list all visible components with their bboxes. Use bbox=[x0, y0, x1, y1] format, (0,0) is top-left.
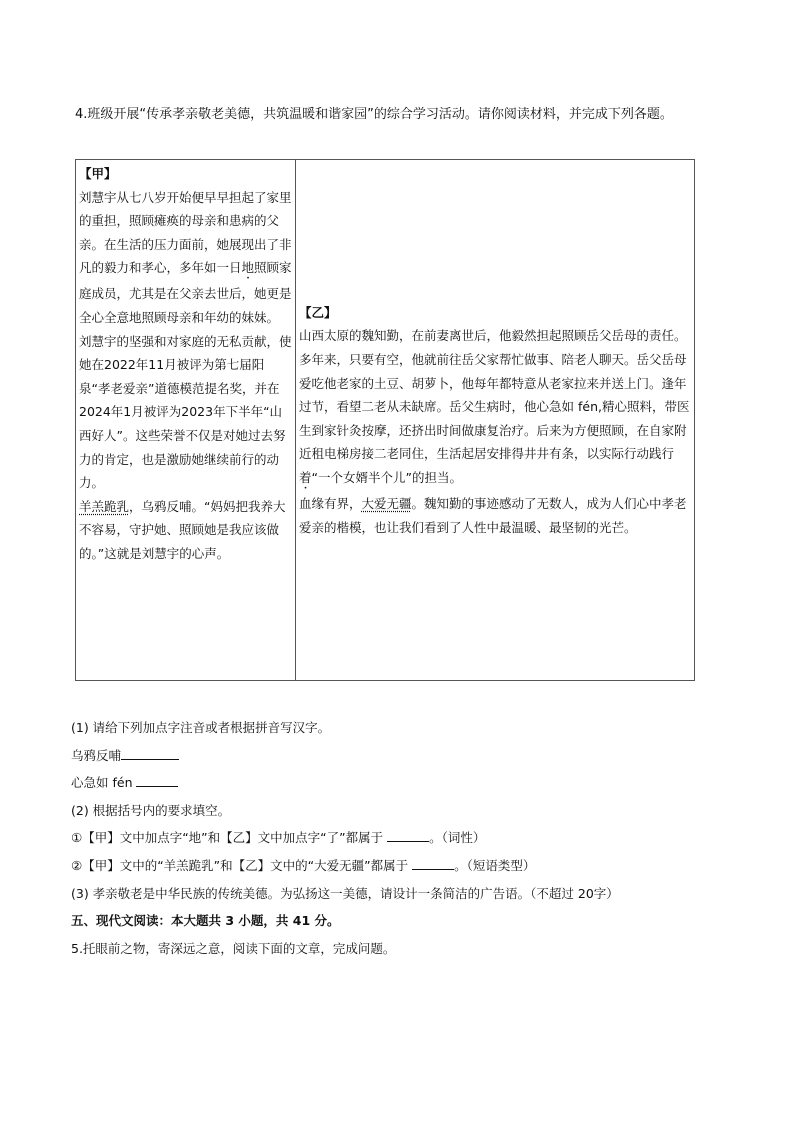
sub-question-1b bbox=[71, 769, 731, 797]
yi-tag-label: 【乙】 bbox=[299, 304, 337, 320]
jia-p3-rest: ，乌鸦反哺。“妈妈把我养大不容易，守护她、照顾她是我应该做的。”这就是刘慧宇的心声。 bbox=[79, 498, 286, 561]
answer-blank-2a[interactable] bbox=[387, 827, 429, 842]
sub2a-start: ①【甲】文中加点字“地”和【乙】文中加点字“了”都属于 bbox=[71, 830, 384, 846]
yi-p2-start: 血缘有界， bbox=[299, 495, 362, 511]
section-5-title: 五、现代文阅读：本大题共 3 小题，共 41 分。 bbox=[71, 913, 340, 929]
jia-dotted-char: 地 bbox=[241, 260, 255, 276]
yi-dotted-char: 着 bbox=[299, 469, 312, 485]
jia-tag-label: 【甲】 bbox=[79, 166, 117, 181]
answer-blank-1b[interactable] bbox=[136, 772, 178, 787]
material-jia-tag bbox=[79, 162, 292, 186]
material-jia-cell bbox=[76, 160, 296, 681]
sub1b-text: 心急如 fén bbox=[71, 775, 133, 791]
question-5-intro: 5.托眼前之物，寄深远之意，阅读下面的文章，完成问题。 bbox=[71, 940, 396, 956]
sub-question-1a bbox=[71, 742, 731, 770]
sub1a-text: 乌鸦反哺 bbox=[71, 747, 122, 763]
yi-p1-text: 山西太原的魏知勤，在前妻离世后，他毅然担起照顾岳父岳母的责任。多年来，只要有空，他就前往岳父家帮忙做事、陪老人聊天。岳父岳母爱吃他老家的土豆、胡萝卜，他每年都特意从老家拉来并送上门。逢年过节，看望二老从未缺席。岳父生病时，他心急如 fén,精心照料，带医生到家针灸按摩，还挤出时间做康复治疗。后来为方便照顾，在自家附近租电梯房接二老同住，生活起居安排得井井有条，以实际行动践行 bbox=[299, 328, 690, 462]
sub2b-end: 。（短语类型） bbox=[454, 857, 536, 873]
material-yi-paragraph-2 bbox=[299, 492, 691, 539]
jia-p1-rest: 照顾家庭成员，尤其是在父亲去世后，她更是全心全意地照顾母亲和年幼的妹妹。 bbox=[79, 260, 292, 325]
sub-question-1-prompt: (1) 请给下列加点字注音或者根据拼音写汉字。 bbox=[71, 720, 331, 735]
material-yi-tag bbox=[299, 301, 691, 325]
material-jia-paragraph-3 bbox=[79, 495, 292, 566]
jia-p1-text: 刘慧宇从七八岁开始便早早担起了家里的重担，照顾瘫痪的母亲和患病的父亲。在生活的压力面前，她展现出了非凡的毅力和孝心，多年如一日 bbox=[79, 189, 292, 276]
material-jia-paragraph-2: 刘慧宇的坚强和对家庭的无私贡献，使她在2022年11月被评为第七届阳泉“孝老爱亲”道德模范提名奖，并在2024年1月被评为2023年下半年“山西好人”。这些荣誉不仅是对她过去努力的肯定，也是激励她继续前行的动力。 bbox=[79, 333, 292, 491]
material-yi-paragraph-1 bbox=[299, 324, 691, 492]
sub-question-3-prompt: (3) 孝亲敬老是中华民族的传统美德。为弘扬这一美德，请设计一条简洁的广告语。（不超过 20字） bbox=[71, 885, 619, 901]
answer-blank-2b[interactable] bbox=[412, 855, 454, 870]
sub-question-2b bbox=[71, 852, 731, 880]
jia-idiom: 羊羔跪乳 bbox=[79, 498, 130, 514]
materials-table bbox=[75, 159, 695, 681]
yi-p2-rest: 。魏知勤的事迹感动了无数人，成为人们心中孝老爱亲的楷模，也让我们看到了人性中最温暖、最坚韧的光芒。 bbox=[299, 495, 687, 535]
material-jia-paragraph-1 bbox=[79, 186, 292, 330]
yi-idiom: 大爱无疆 bbox=[361, 495, 412, 511]
answer-blank-1a[interactable] bbox=[121, 745, 179, 760]
sub2a-end: 。（词性） bbox=[429, 830, 486, 846]
sub-question-2-prompt: (2) 根据括号内的要求填空。 bbox=[71, 802, 231, 818]
material-yi-cell bbox=[296, 160, 695, 681]
sub-question-2a bbox=[71, 824, 731, 852]
sub-questions bbox=[71, 714, 731, 962]
question-4-intro: 4.班级开展“传承孝亲敬老美德，共筑温暖和谐家园”的综合学习活动。请你阅读材料，并完成下列各题。 bbox=[75, 107, 673, 122]
yi-p1-rest: “一个女婿半个儿”的担当。 bbox=[311, 469, 462, 485]
sub2b-start: ②【甲】文中的“羊羔跪乳”和【乙】文中的“大爱无疆”都属于 bbox=[71, 857, 409, 873]
